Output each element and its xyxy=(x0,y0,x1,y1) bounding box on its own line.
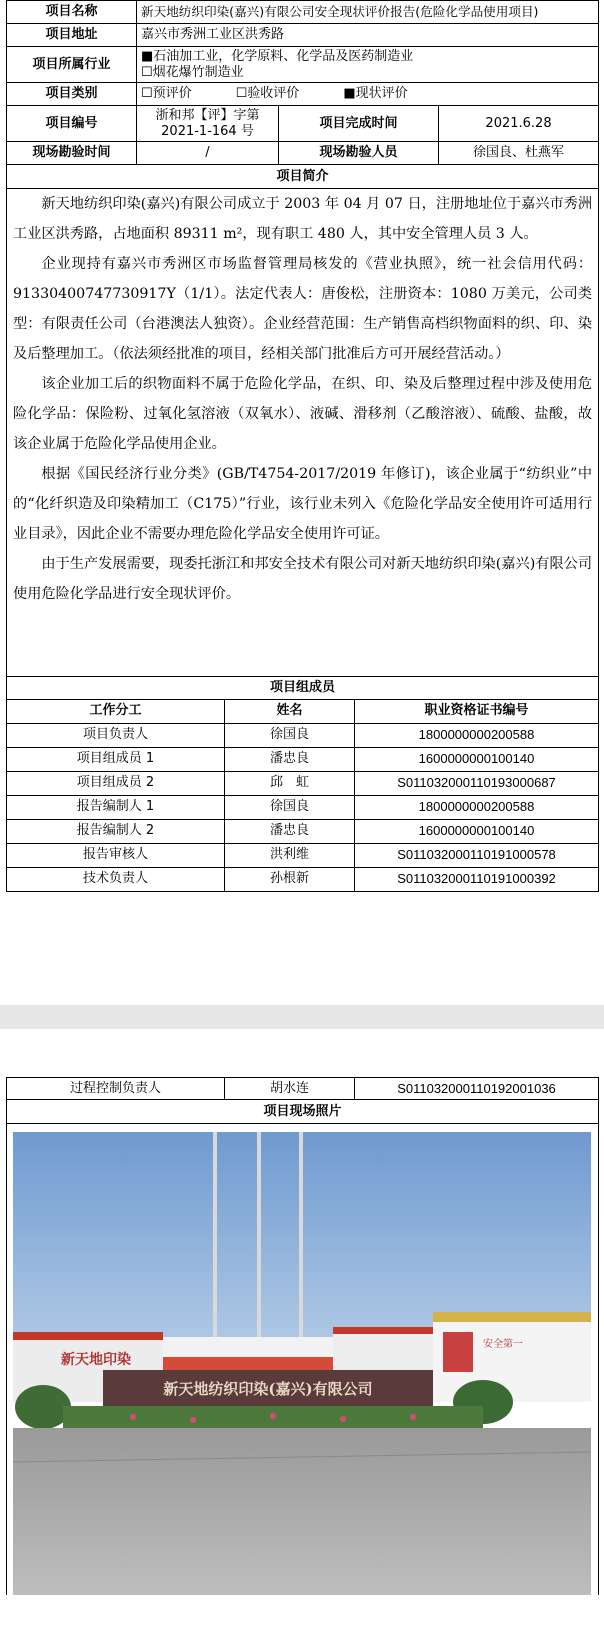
project-category-label: 项目类别 xyxy=(7,83,137,106)
table-row xyxy=(7,867,599,891)
table-row xyxy=(7,1078,599,1100)
member-role: 报告审核人 xyxy=(7,843,225,867)
name-wall-text: 新天地纺织印染(嘉兴)有限公司 xyxy=(163,1380,373,1398)
member-role: 项目负责人 xyxy=(7,723,225,747)
category-option-pre: ☐预评价 xyxy=(141,86,192,101)
intro-title: 项目简介 xyxy=(7,165,599,189)
roof-sign-right: 安全第一 xyxy=(483,1339,523,1350)
project-address-value: 嘉兴市秀洲工业区洪秀路 xyxy=(137,24,599,47)
intro-paragraph: 由于生产发展需要，现委托浙江和邦安全技术有限公司对新天地纺织印染(嘉兴)有限公司使用危险化学品进行安全现状评价。 xyxy=(13,556,593,602)
project-address-label: 项目地址 xyxy=(7,24,137,47)
survey-time-value: / xyxy=(137,142,279,165)
members-header-cert: 职业资格证书编号 xyxy=(355,699,599,723)
intro-paragraph: 新天地纺织印染(嘉兴)有限公司成立于 2003 年 04 月 07 日，注册地址位于嘉兴市秀洲工业区洪秀路，占地面积 89311 m²，现有职工 480 人，其中安全管理人员 3 人。 xyxy=(13,196,593,242)
intro-body xyxy=(7,189,599,677)
intro-paragraph: 企业现持有嘉兴市秀洲区市场监督管理局核发的《营业执照》，统一社会信用代码：91330400747730917Y（1/1）。法定代表人：唐俊松，注册资本：1080 万美元，公司类型：有限责任公司（台港澳法人独资）。企业经营范围：生产销售高档织物面料的织、印、染及后整理加工。（依法须经批准的项目，经相关部门批准后方可开展经营活动。） xyxy=(13,256,593,362)
member-role: 报告编制人 2 xyxy=(7,819,225,843)
project-info-table xyxy=(6,0,599,677)
page-separator xyxy=(0,1005,604,1029)
member-name: 徐国良 xyxy=(225,795,355,819)
members-header-role: 工作分工 xyxy=(7,699,225,723)
industry-option-chemical: ■石油加工业，化学原料、化学品及医药制造业 xyxy=(141,48,414,64)
roof-sign-left: 新天地印染 xyxy=(61,1352,131,1368)
project-category-value xyxy=(137,83,599,106)
project-number-value xyxy=(137,106,279,142)
finish-time-label: 项目完成时间 xyxy=(279,106,439,142)
table-row xyxy=(7,795,599,819)
member-name: 孙根新 xyxy=(225,867,355,891)
members-header-name: 姓名 xyxy=(225,699,355,723)
member-role: 过程控制负责人 xyxy=(7,1078,225,1100)
table-row xyxy=(7,843,599,867)
table-row xyxy=(7,747,599,771)
document-page-2 xyxy=(6,1077,598,1650)
industry-option-fireworks: ☐烟花爆竹制造业 xyxy=(141,64,244,80)
member-cert: S011032000110192001036 xyxy=(355,1078,599,1100)
survey-staff-value: 徐国良、杜燕军 xyxy=(439,142,599,165)
photo-cell xyxy=(7,1124,599,1596)
member-role: 报告编制人 1 xyxy=(7,795,225,819)
survey-time-label: 现场勘验时间 xyxy=(7,142,137,165)
member-role: 技术负责人 xyxy=(7,867,225,891)
member-cert: 1600000000100140 xyxy=(355,747,599,771)
photo-title: 项目现场照片 xyxy=(7,1100,599,1124)
table-row xyxy=(7,771,599,795)
project-number-label: 项目编号 xyxy=(7,106,137,142)
members-table xyxy=(6,677,599,892)
project-industry-label: 项目所属行业 xyxy=(7,47,137,83)
finish-time-value: 2021.6.28 xyxy=(439,106,599,142)
member-role: 项目组成员 2 xyxy=(7,771,225,795)
member-name: 洪利维 xyxy=(225,843,355,867)
member-name: 邱 虹 xyxy=(225,771,355,795)
category-option-acceptance: ☐验收评价 xyxy=(235,86,300,101)
site-photo-illustration xyxy=(13,1132,591,1595)
members-title: 项目组成员 xyxy=(7,677,599,699)
document-page-1 xyxy=(6,0,598,930)
member-cert: 1800000000200588 xyxy=(355,795,599,819)
project-name-value: 新天地纺织印染(嘉兴)有限公司安全现状评价报告(危险化学品使用项目) xyxy=(137,1,599,24)
project-number-line2: 2021-1-164 号 xyxy=(161,123,254,139)
member-name: 潘忠良 xyxy=(225,747,355,771)
intro-paragraph: 该企业加工后的织物面料不属于危险化学品，在织、印、染及后整理过程中涉及使用危险化学品：保险粉、过氧化氢溶液（双氧水）、液碱、滑移剂（乙酸溶液）、硫酸、盐酸，故该企业属于危险化学品使用企业。 xyxy=(13,376,593,452)
survey-staff-label: 现场勘验人员 xyxy=(279,142,439,165)
members-table-continued xyxy=(6,1077,599,1595)
member-cert: S011032000110191000392 xyxy=(355,867,599,891)
site-photo xyxy=(13,1132,591,1595)
intro-paragraph: 根据《国民经济行业分类》(GB/T4754-2017/2019 年修订)，该企业属于“纺织业”中的“化纤织造及印染精加工（C175）”行业，该行业未列入《危险化学品安全使用许可适用行业目录》，因此企业不需要办理危险化学品安全使用许可证。 xyxy=(13,466,593,542)
project-industry-value xyxy=(137,47,599,83)
member-cert: S011032000110191000578 xyxy=(355,843,599,867)
table-row xyxy=(7,819,599,843)
member-role: 项目组成员 1 xyxy=(7,747,225,771)
member-cert: 1600000000100140 xyxy=(355,819,599,843)
category-option-current: ■现状评价 xyxy=(343,86,408,101)
member-name: 潘忠良 xyxy=(225,819,355,843)
member-name: 徐国良 xyxy=(225,723,355,747)
table-row xyxy=(7,723,599,747)
member-cert: S011032000110193000687 xyxy=(355,771,599,795)
tree xyxy=(15,1385,71,1429)
member-cert: 1800000000200588 xyxy=(355,723,599,747)
project-number-line1: 浙和邦【评】字第 xyxy=(155,107,260,123)
project-name-label: 项目名称 xyxy=(7,1,137,24)
member-name: 胡水连 xyxy=(225,1078,355,1100)
